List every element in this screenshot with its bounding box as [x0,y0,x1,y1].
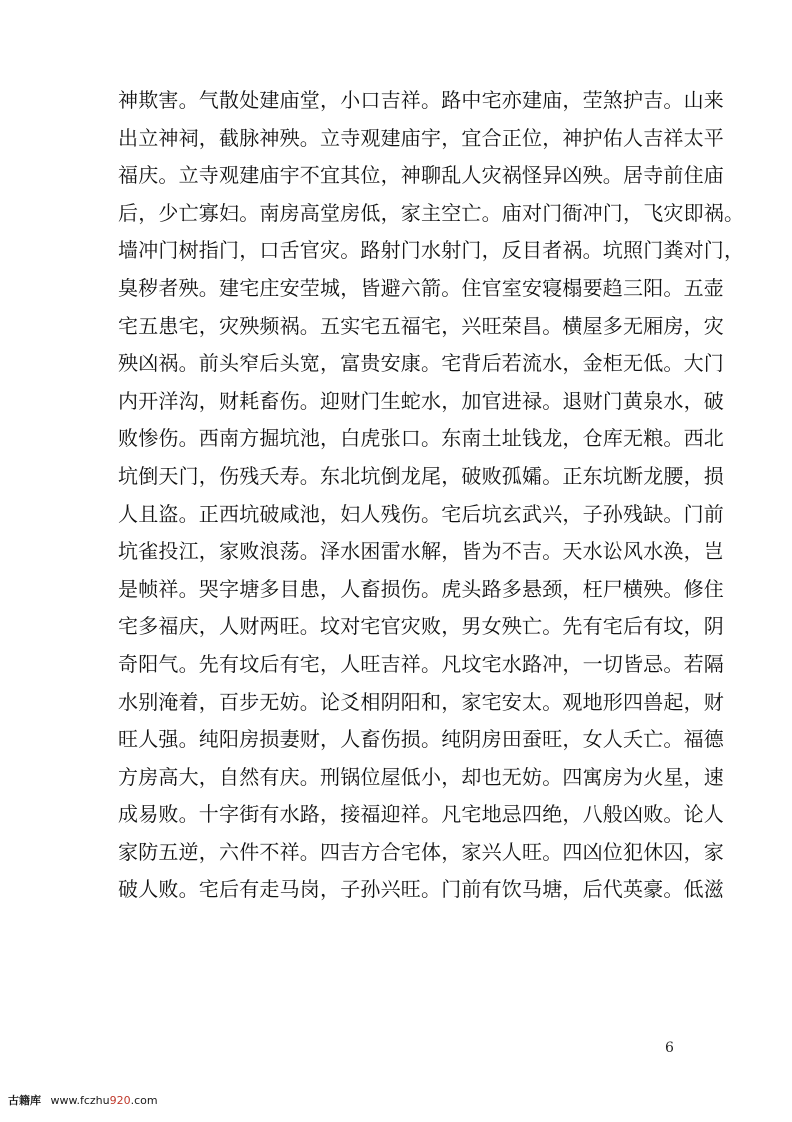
text-line: 出立神祠，截脉神殃。立寺观建庙宇，宜合正位，神护佑人吉祥太平 [118,125,724,150]
watermark-url-domain: www.fczhu [50,1094,110,1107]
text-line: 内开洋沟，财耗畜伤。迎财门生蛇水，加官进禄。退财门黄泉水，破 [118,388,724,413]
text-line: 水别淹着，百步无妨。论爻相阴阳和，家宅安太。观地形四兽起，财 [118,689,724,714]
text-line: 旺人强。纯阳房损妻财，人畜伤损。纯阴房田蚕旺，女人夭亡。福德 [118,727,724,752]
text-line: 奇阳气。先有坟后有宅，人旺吉祥。凡坟宅水路冲，一切皆忌。若隔 [118,651,724,676]
watermark-brand: 古籍库 [8,1094,41,1107]
watermark-url[interactable] [51,1094,158,1107]
text-line: 福庆。立寺观建庙宇不宜其位，神聊乱人灾祸怪异凶殃。居寺前住庙 [118,163,724,188]
text-line: 方房高大，自然有庆。刑锅位屋低小，却也无妨。四寓房为火星，速 [118,764,724,789]
text-line: 家防五逆，六件不祥。四吉方合宅体，家兴人旺。四凶位犯休囚，家 [118,839,724,864]
text-line: 宅五患宅，灾殃频祸。五实宅五福宅，兴旺荣昌。横屋多无厢房，灾 [118,313,724,338]
text-line: 臭秽者殃。建宅庄安茔城，皆避六箭。住官室安寝榻要趋三阳。五壶 [118,275,724,300]
text-line: 人且盗。正西坑破咸池，妇人残伤。宅后坑玄武兴，子孙残缺。门前 [118,501,724,526]
text-line: 坑倒天门，伤残夭寿。东北坑倒龙尾，破败孤孀。正东坑断龙腰，损 [118,463,724,488]
text-line: 神欺害。气散处建庙堂，小口吉祥。路中宅亦建庙，茔煞护吉。山来 [118,88,724,112]
text-line: 破人败。宅后有走马岗，子孙兴旺。门前有饮马塘，后代英豪。低滋 [118,877,724,902]
text-line: 墙冲门树指门，口舌官灾。路射门水射门，反目者祸。坑照门粪对门， [118,238,745,263]
text-line: 败惨伤。西南方掘坑池，白虎张口。东南土址钱龙，仓库无粮。西北 [118,426,724,451]
text-line: 坑雀投江，家败浪荡。泽水困雷水解，皆为不吉。天水讼风水涣，岂 [118,539,724,564]
body-text [118,82,745,909]
text-line: 殃凶祸。前头窄后头宽，富贵安康。宅背后若流水，金柜无低。大门 [118,351,724,376]
watermark-url-number: 920 [109,1094,131,1107]
text-line: 是帧祥。哭字塘多目患，人畜损伤。虎头路多悬颈，枉尸横殃。修住 [118,576,724,601]
page-number: 6 [665,1040,674,1056]
text-line: 后，少亡寡妇。南房高堂房低，家主空亡。庙对门衙冲门，飞灾即祸。 [118,200,745,225]
watermark-url-tld: .com [130,1094,158,1107]
site-watermark[interactable] [8,1094,158,1108]
text-line: 成易败。十字街有水路，接福迎祥。凡宅地忌四绝，八般凶败。论人 [118,802,724,827]
text-line: 宅多福庆，人财两旺。坟对宅官灾败，男女殃亡。先有宅后有坟，阴 [118,614,724,639]
